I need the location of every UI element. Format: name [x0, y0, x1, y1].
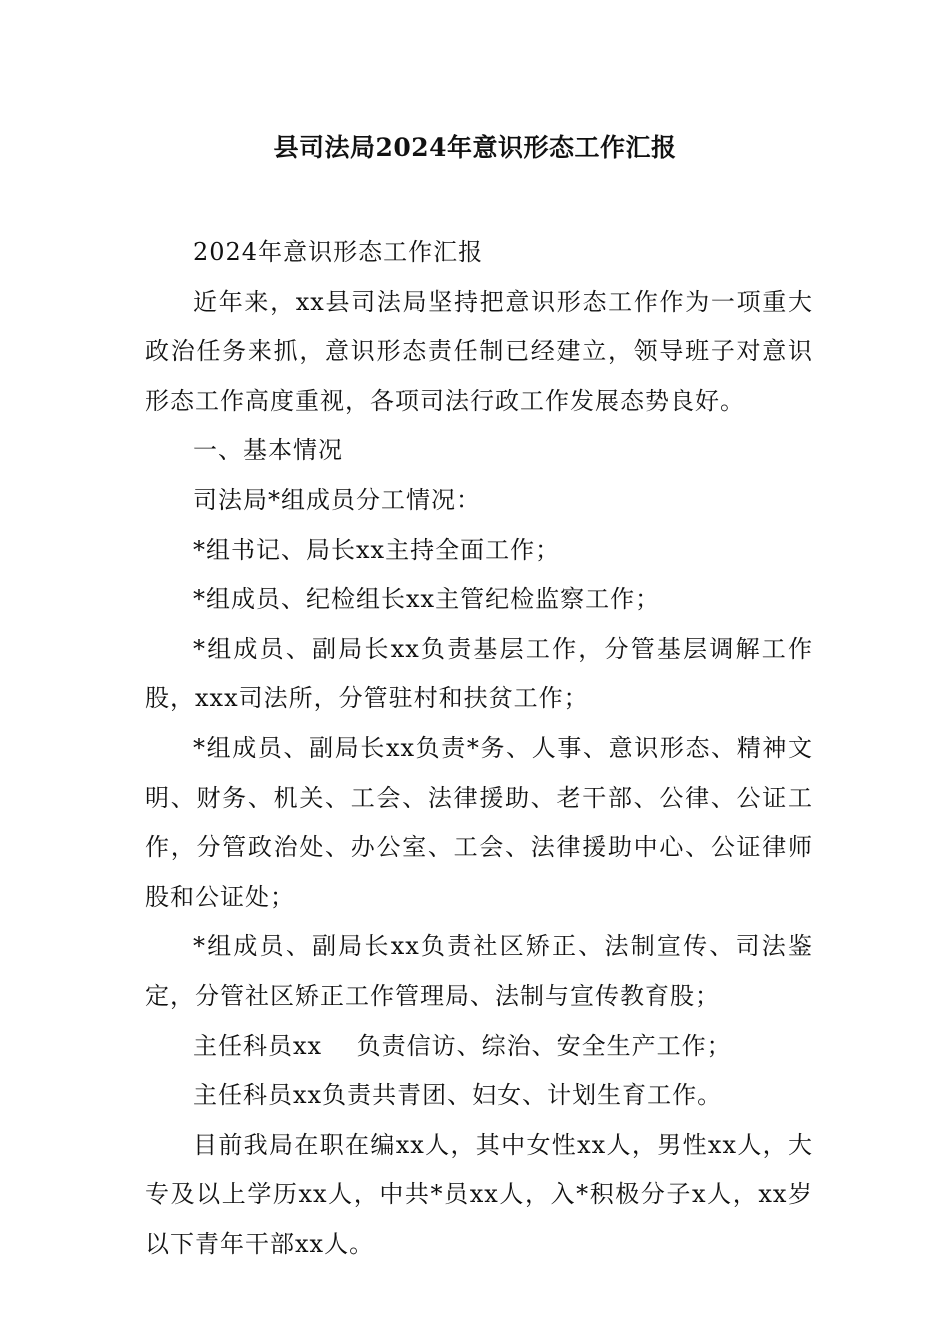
- section-heading-basic-situation: 一、基本情况: [193, 436, 343, 465]
- paragraph-staff-statistics: 目前我局在职在编xx人，其中女性xx人，男性xx人，大专及以上学历xx人，中共*员xx人，入*积极分子x人，xx岁以下青年干部xx人。: [145, 1130, 813, 1258]
- paragraph-deputy-grassroots-duties: *组成员、副局长xx负责基层工作，分管基层调解工作股，xxx司法所，分管驻村和扶贫工作；: [145, 634, 813, 713]
- paragraph-intro: 近年来，xx县司法局坚持把意识形态工作作为一项重大政治任务来抓，意识形态责任制已经建立，领导班子对意识形态工作高度重视，各项司法行政工作发展态势良好。: [145, 287, 813, 415]
- paragraph-officer-petition-duties: 主任科员xx 负责信访、综治、安全生产工作；: [193, 1031, 732, 1060]
- paragraph-secretary-duties: *组书记、局长xx主持全面工作；: [193, 535, 561, 564]
- document-title: 县司法局2024年意识形态工作汇报: [273, 133, 677, 162]
- paragraph-subtitle: 2024年意识形态工作汇报: [193, 238, 484, 266]
- paragraph-deputy-correction-duties: *组成员、副局长xx负责社区矫正、法制宣传、司法鉴定，分管社区矫正工作管理局、法制与宣传教育股；: [145, 932, 813, 1010]
- document-body: [145, 228, 813, 1269]
- paragraph-division-of-labor: 司法局*组成员分工情况：: [193, 485, 481, 514]
- paragraph-deputy-affairs-duties: *组成员、副局长xx负责*务、人事、意识形态、精神文明、财务、机关、工会、法律援助、老干部、公律、公证工作，分管政治处、办公室、工会、法律援助中心、公证律师股和公证处；: [145, 733, 813, 911]
- paragraph-discipline-duties: *组成员、纪检组长xx主管纪检监察工作；: [193, 585, 661, 614]
- paragraph-officer-youth-duties: 主任科员xx负责共青团、妇女、计划生育工作。: [193, 1081, 723, 1110]
